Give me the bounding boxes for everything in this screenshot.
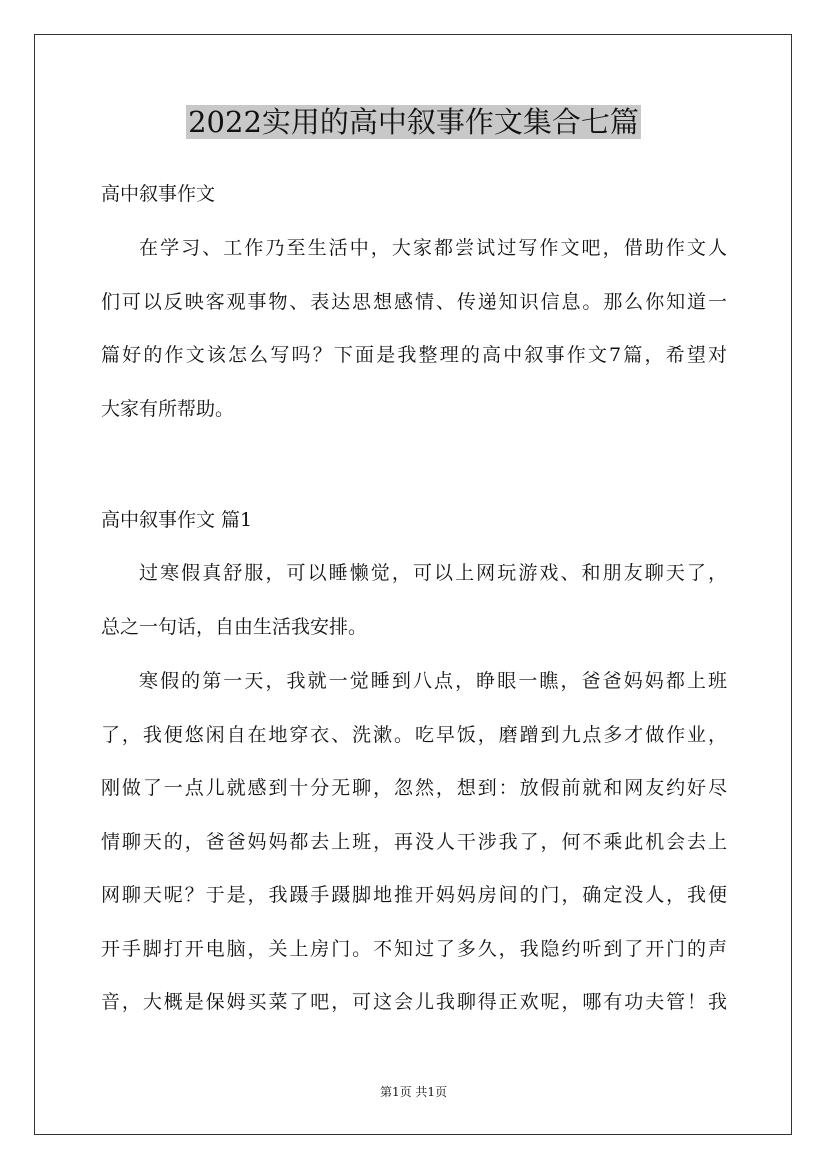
paragraph-line: 大家有所帮助。 [101,397,235,420]
paragraph-line: 寒假的第一天，我就一觉睡到八点，睁眼一瞧，爸爸妈妈都上班 [139,670,727,692]
paragraph-line: 情聊天的，爸爸妈妈都去上班，再没人干涉我了，何不乘此机会去上 [101,830,727,853]
paragraph-line: 篇好的作文该怎么写吗？下面是我整理的高中叙事作文7篇，希望对 [101,344,727,366]
section-heading-essay-1: 高中叙事作文 篇1 [101,509,253,531]
paragraph-line: 音，大概是保姆买菜了吧，可这会儿我聊得正欢呢，哪有功夫管！我 [101,991,727,1013]
paragraph-line: 总之一句话，自由生活我安排。 [101,615,368,638]
paragraph-line: 在学习、工作乃至生活中，大家都尝试过写作文吧，借助作文人 [139,237,727,259]
paragraph-line: 网聊天呢？于是，我蹑手蹑脚地推开妈妈房间的门，确定没人，我便 [101,884,727,906]
paragraph-line: 了，我便悠闲自在地穿衣、洗漱。吃早饭，磨蹭到九点多才做作业， [101,723,727,746]
document-title [0,100,827,144]
paragraph-line: 过寒假真舒服，可以睡懒觉，可以上网玩游戏、和朋友聊天了， [139,562,727,584]
page-footer: 第1页 共1页 [379,1085,448,1099]
section-heading-intro: 高中叙事作文 [101,183,216,205]
document-title-text: 2022实用的高中叙事作文集合七篇 [188,105,639,139]
intro-paragraph [101,222,727,436]
essay-1-paragraph-1 [101,547,727,654]
paragraph-line: 开手脚打开电脑，关上房门。不知过了多久，我隐约听到了开门的声 [101,937,727,960]
paragraph-line: 刚做了一点儿就感到十分无聊，忽然，想到：放假前就和网友约好尽 [101,777,727,799]
paragraph-line: 们可以反映客观事物、表达思想感情、传递知识信息。那么你知道一 [101,290,727,313]
essay-1-paragraph-2 [101,655,727,1030]
